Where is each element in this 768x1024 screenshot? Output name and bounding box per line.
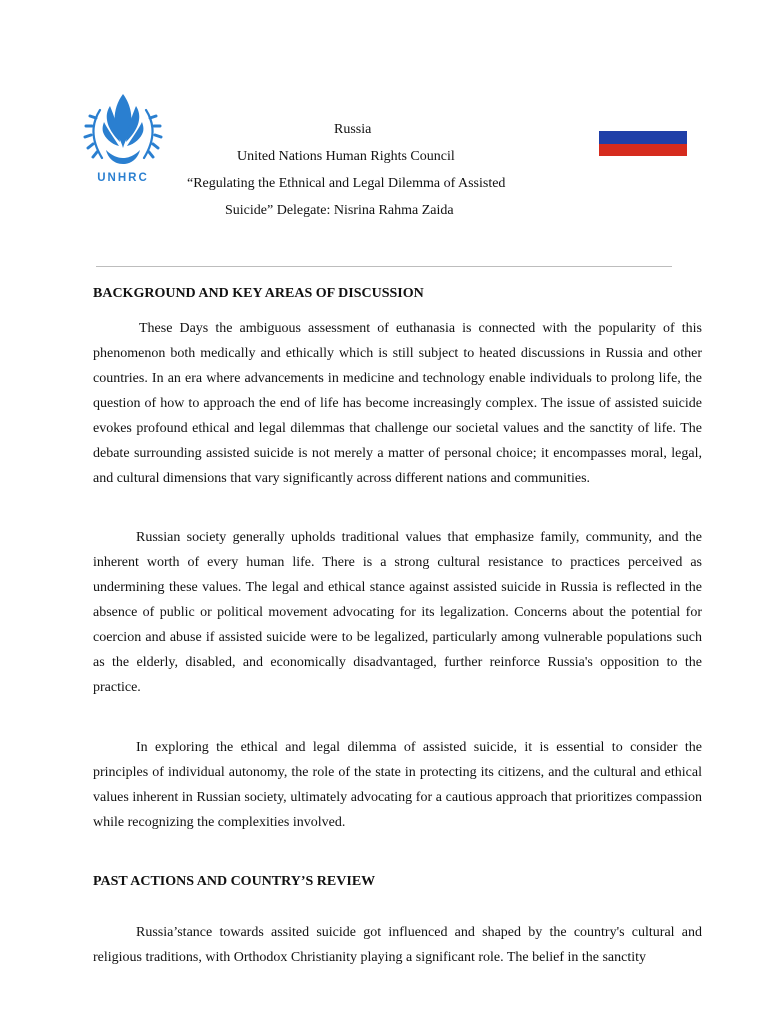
header-divider xyxy=(96,266,672,267)
flag-stripe-red xyxy=(599,144,687,156)
section-heading-background: BACKGROUND AND KEY AREAS OF DISCUSSION xyxy=(93,286,424,301)
council-name: United Nations Human Rights Council xyxy=(237,149,455,164)
section-heading-past-actions: PAST ACTIONS AND COUNTRY’S REVIEW xyxy=(93,874,376,889)
topic-line-1: “Regulating the Ethnical and Legal Dilemma of Assisted xyxy=(187,176,506,191)
topic-line-2: Suicide” Delegate: Nisrina Rahma Zaida xyxy=(225,203,454,218)
country-name: Russia xyxy=(334,122,372,137)
paragraph: Russian society generally upholds traditional values that emphasize family, community, and the inherent worth of every human life. There is a strong cultural resistance to practices perceived as undermining these values. The legal and ethical stance against assisted suicide in Russia is reflected in the absence of public or political movement advocating for its legalization. Concerns about the potential for coercion and abuse if assisted suicide were to be legalized, particularly among vulnerable populations such as the elderly, disabled, and economically disadvantaged, further reinforce Russia's opposition to the practice. xyxy=(93,530,702,695)
flag-stripe-blue xyxy=(599,131,687,143)
paragraph: In exploring the ethical and legal dilemma of assisted suicide, it is essential to consider the principles of individual autonomy, the role of the state in protecting its citizens, and the cultural and ethical values inherent in Russian society, ultimately advocating for a cautious approach that prioritizes compassion while recognizing the complexities involved. xyxy=(93,740,702,830)
unhrc-logo xyxy=(78,92,168,192)
logo-text: UNHRC xyxy=(97,172,149,184)
paragraph: Russia’stance towards assited suicide got influenced and shaped by the country's cultural and religious traditions, with Orthodox Christianity playing a significant role. The belief in the sanctity xyxy=(93,925,702,965)
paragraph: These Days the ambiguous assessment of euthanasia is connected with the popularity of this phenomenon both medically and ethically which is still subject to heated discussions in Russia and other countries. In an era where advancements in medicine and technology enable individuals to prolong life, the question of how to approach the end of life has become increasingly complex. The issue of assisted suicide evokes profound ethical and legal dilemmas that challenge our societal values and the sanctity of life. The debate surrounding assisted suicide is not merely a matter of personal choice; it encompasses moral, legal, and cultural dimensions that vary significantly across different nations and communities. xyxy=(93,321,702,486)
unhrc-emblem-icon xyxy=(78,92,168,172)
flag-stripe-white xyxy=(599,119,687,131)
russia-flag xyxy=(599,119,687,156)
